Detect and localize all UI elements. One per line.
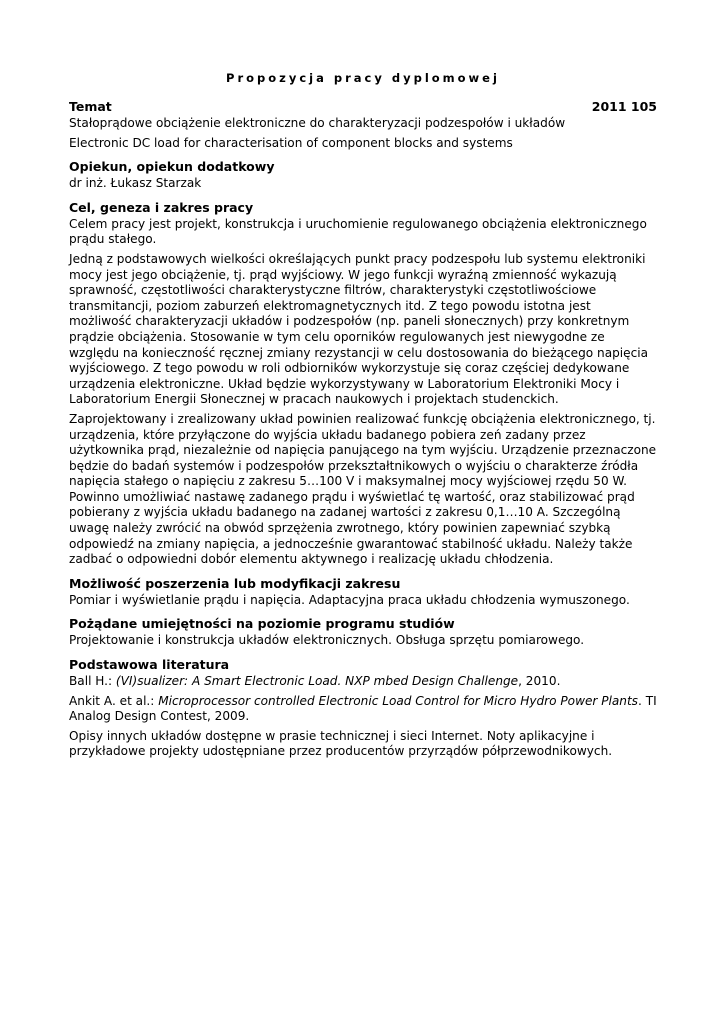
topic-title-en: Electronic DC load for characterisation of component blocks and systems xyxy=(69,135,513,150)
goal-paragraph: Jedną z podstawowych wielkości określających punkt pracy podzespołu lub systemu elektroniki mocy jest jego obciążenie, tj. prąd wyjściowy. W jego funkcji wyraźną zmienność wykazują sprawność, częstotliwości charakterystyczne filtrów, charakterystyki częstotliwościowe transmitancji, poziom zaburzeń elektromagnetycznych itd. Z tego powodu istotna jest możliwość charakteryzacji układów i podzespołów (np. paneli słonecznych) przy konkretnym prądzie obciążenia. Stosowanie w tym celu oporników regulowanych jest niewygodne ze względu na konieczność ręcznej zmiany rezystancji w celu dostosowania do bieżącego napięcia wyjściowego. Z tego powodu w roli odbiorników wykorzystuje się coraz częściej dedykowane urządzenia elektroniczne. Układ będzie wykorzystywany w Laboratorium Elektroniki Mocy i Laboratorium Energii Słonecznej w pracach naukowych i projektach studenckich. xyxy=(69,251,649,407)
reference-details: . TI Analog Design Contest, 2009. xyxy=(69,693,657,724)
literature-reference xyxy=(69,674,657,690)
topic-heading: Temat xyxy=(69,99,112,114)
reference-details: , 2010. xyxy=(518,674,561,689)
goal-section xyxy=(69,200,657,568)
reference-title: Microprocessor controlled Electronic Load Control for Micro Hydro Power Plants xyxy=(158,693,638,708)
supervisor-section xyxy=(69,159,657,192)
extension-heading: Możliwość poszerzenia lub modyfikacji zakresu xyxy=(69,575,401,591)
reference-title: (VI)sualizer: A Smart Electronic Load. NXP mbed Design Challenge xyxy=(115,674,519,689)
supervisor-heading: Opiekun, opiekun dodatkowy xyxy=(69,159,275,175)
skills-heading: Pożądane umiejętności na poziomie programu studiów xyxy=(69,616,455,632)
goal-paragraph: Celem pracy jest projekt, konstrukcja i uruchomienie regulowanego obciążenia elektronicznego prądu stałego. xyxy=(69,216,647,247)
reference-author: Ball H.: xyxy=(69,674,116,689)
topic-section xyxy=(69,99,657,151)
document-page xyxy=(69,70,657,764)
topic-title-pl: Stałoprądowe obciążenie elektroniczne do charakteryzacji podzespołów i układów xyxy=(69,116,566,130)
supervisor-name: dr inż. Łukasz Starzak xyxy=(69,176,202,191)
reference-author: Ankit A. et al.: xyxy=(69,693,159,708)
goal-heading: Cel, geneza i zakres pracy xyxy=(69,199,254,215)
goal-paragraph: Zaprojektowany i zrealizowany układ powinien realizować funkcję obciążenia elektronicznego, tj. urządzenia, które przyłączone do wyjścia układu badanego pobiera zeń zadany przez użytkownika prąd, niezależnie od napięcia panującego na tym wyjściu. Urządzenie przeznaczone będzie do badań systemów i podzespołów przekształtnikowych o wyjściu o charakterze źródła napięcia stałego o napięciu z zakresu 5…100 V i maksymalnej mocy wyjściowej rzędu 50 W. Powinno umożliwiać nastawę zadanego prądu i wyświetlać tę wartość, oraz stabilizować prąd pobierany z wyjścia układu badanego na zadanej wartości z zakresu 0,1…10 A. Szczególną uwagę należy zwrócić na obwód sprzężenia zwrotnego, który powinien zapewniać szybką odpowiedź na zmiany napięcia, a jednocześnie gwarantować stabilność układu. Należy także zadbać o odpowiedni dobór elementu aktywnego i realizację układu chłodzenia. xyxy=(69,411,657,567)
skills-section xyxy=(69,616,657,649)
extension-section xyxy=(69,576,657,609)
literature-section xyxy=(69,657,657,760)
skills-text: Projektowanie i konstrukcja układów elektronicznych. Obsługa sprzętu pomiarowego. xyxy=(69,633,585,648)
literature-heading: Podstawowa literatura xyxy=(69,657,230,673)
topic-header-row xyxy=(69,99,657,116)
document-title: Propozycja pracy dyplomowej xyxy=(226,71,500,85)
extension-text: Pomiar i wyświetlanie prądu i napięcia. Adaptacyjna praca układu chłodzenia wymuszonego. xyxy=(69,592,630,607)
literature-reference xyxy=(69,694,657,725)
literature-note: Opisy innych układów dostępne w prasie technicznej i sieci Internet. Noty aplikacyjne i przykładowe projekty udostępniane przez producentów przyrządów półprzewodnikowych. xyxy=(69,728,613,759)
topic-number: 2011 105 xyxy=(591,99,657,114)
